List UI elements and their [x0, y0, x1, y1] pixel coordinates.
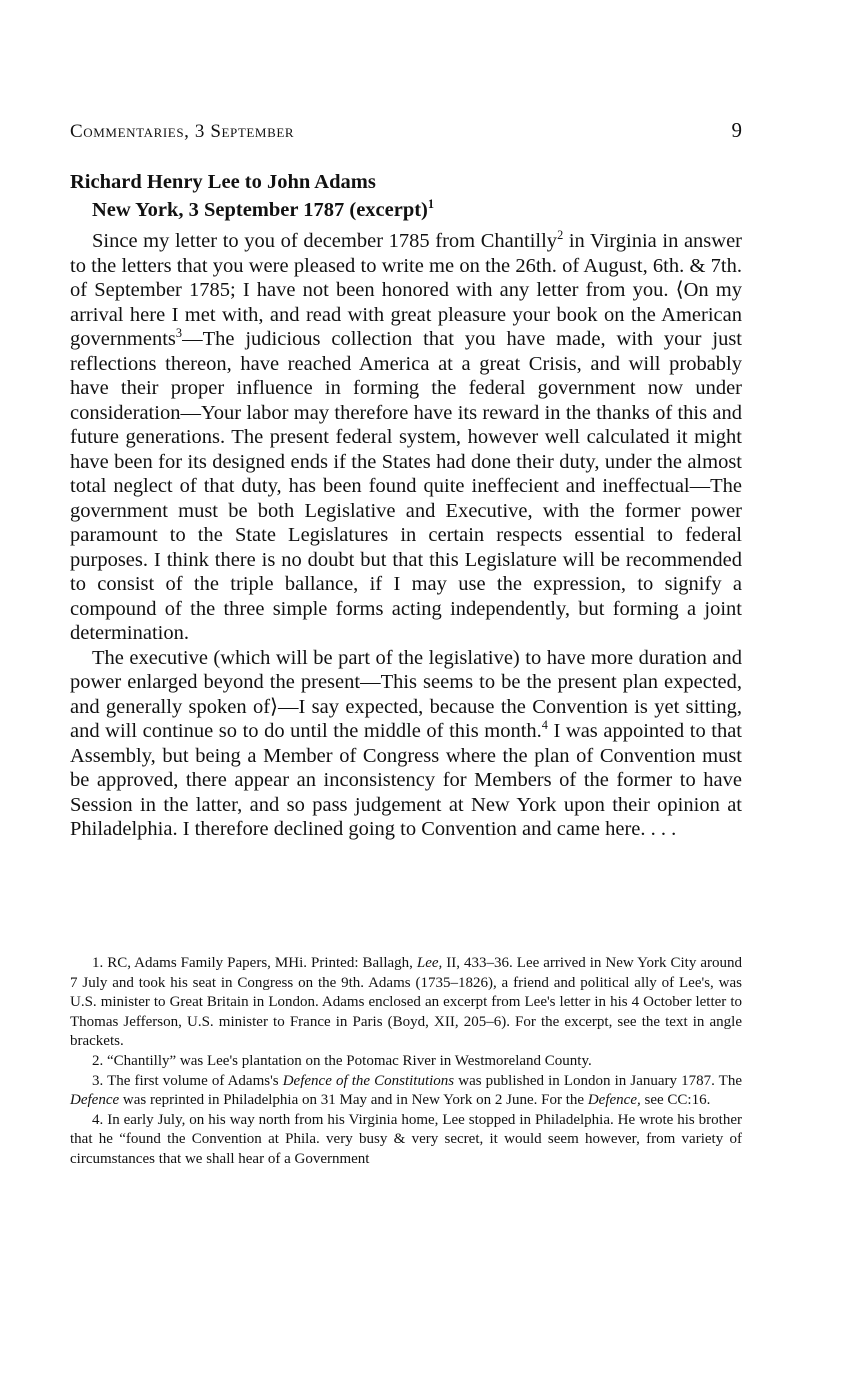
footnote-3-italic-a: Defence of the Constitutions: [282, 1072, 455, 1089]
paragraph-1-text-c: —The judicious collection that you have made, with your just reflections thereon, have reached America at a great Crisis, and will probably have their proper influence in forming the federal government now under consideration—Your labor may therefore have its reward in the thanks of this and future generations. The present federal system, however well calculated it might have been for its designed ends if the States had done their duty, under the almost total neglect of that duty, has been found quite ineffecient and ineffectual—The government must be both Legislative and Executive, with the former power paramount to the State Legislatures in certain respects essential to federal purposes. I think there is no doubt but that this Legislature will be recommended to consist of the triple ballance, if I may use the expression, to signify a compound of the three simple forms acting independently, but forming a joint determination.: [70, 328, 742, 644]
body-paragraph-2: [70, 646, 742, 842]
footnote-1: [70, 954, 742, 1052]
footnote-ref-3[interactable]: 3: [175, 326, 183, 341]
footnote-3-text-d: see CC:16.: [640, 1092, 711, 1109]
footnote-3-italic-c: Defence,: [587, 1092, 641, 1109]
letter-title-line2: [70, 196, 742, 224]
footnote-2: 2. “Chantilly” was Lee's plantation on the Potomac River in Westmoreland County.: [92, 1052, 592, 1069]
letter-body: [70, 229, 742, 842]
page-number: 9: [731, 118, 742, 142]
letter-title-line1: Richard Henry Lee to John Adams: [70, 171, 376, 193]
footnotes: [70, 954, 742, 1170]
letter-title-place-date: New York, 3 September 1787 (excerpt): [92, 199, 428, 221]
body-paragraph-1: [70, 229, 742, 646]
footnote-3-text-c: was reprinted in Philadelphia on 31 May and in New York on 2 June. For the: [119, 1092, 588, 1109]
footnote-1-text-b: II, 433–36. Lee arrived in New York City around 7 July and took his seat in Congress on the 9th. Adams (1735–1826), a friend and political ally of Lee's, was U.S. minister to Great Britain in London. Adams enclosed an excerpt from Lee's letter in his 4 October letter to Thomas Jefferson, U.S. minister to France in Paris (Boyd, XII, 205–6). For the excerpt, see the text in angle brackets.: [70, 955, 742, 1050]
footnote-3-text-a: 3. The first volume of Adams's: [92, 1072, 283, 1089]
paragraph-2-text-b: I was appointed to that Assembly, but being a Member of Congress where the plan of Convention must be approved, there appear an inconsistency for Members of the former to have Session in the latter, and so pass judgement at New York upon their opinion at Philadelphia. I therefore declined going to Convention and came here. . . .: [70, 720, 743, 840]
paragraph-1-text-b: in Virginia in answer to the letters that you were pleased to write me on the 26th. of August, 6th. & 7th. of September 1785; I have not been honored with any letter from you. ⟨On my arrival here I met with, and read with great pleasure your book on the American governments: [70, 230, 743, 350]
footnote-4: 4. In early July, on his way north from his Virginia home, Lee stopped in Philadelphia. He wrote his brother that he “found the Convention at Phila. very busy & very secret, it would seem however, from variety of circumstances that we shall hear of a Government: [70, 1111, 742, 1167]
running-title: Commentaries, 3 September: [70, 121, 295, 142]
running-head: [70, 118, 742, 143]
paragraph-1-text-a: Since my letter to you of december 1785 from Chantilly: [92, 230, 558, 252]
footnote-1-italic: Lee,: [416, 955, 443, 971]
footnote-ref-1[interactable]: 1: [427, 197, 435, 212]
footnote-ref-2[interactable]: 2: [557, 228, 564, 243]
footnote-3: [70, 1072, 742, 1111]
footnote-3-text-b: was published in London in January 1787. The: [454, 1072, 742, 1089]
footnote-1-text-a: 1. RC, Adams Family Papers, MHi. Printed: Ballagh,: [92, 955, 417, 971]
footnote-ref-4[interactable]: 4: [541, 718, 548, 733]
paragraph-2-text-a: The executive (which will be part of the legislative) to have more duration and power enlarged beyond the present—This seems to be the present plan expected, and generally spoken of⟩—I say expected, because the Convention is yet sitting, and will continue so to do until the middle of this month.: [70, 646, 742, 742]
letter-title: [70, 168, 742, 224]
footnote-3-italic-b: Defence: [70, 1092, 120, 1109]
